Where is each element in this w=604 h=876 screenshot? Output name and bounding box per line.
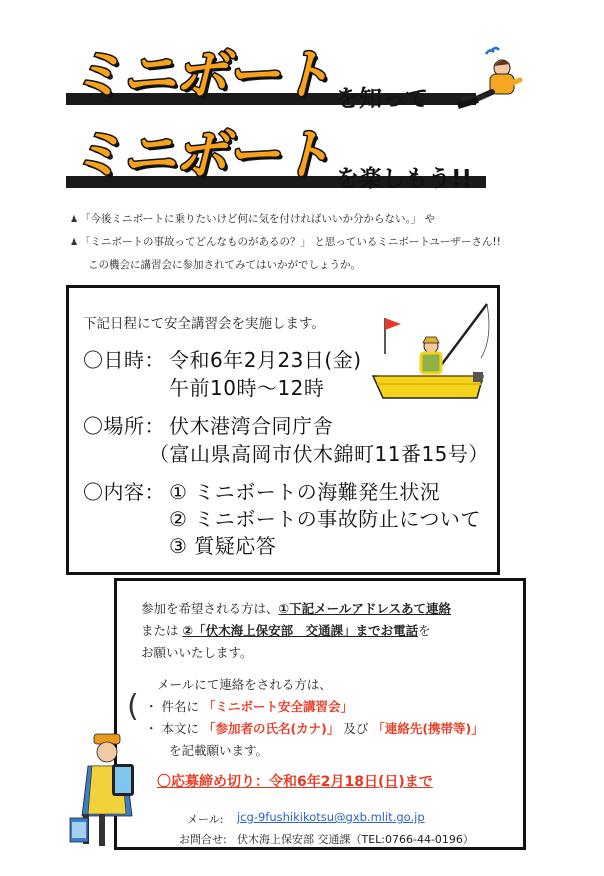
deadline: 〇応募締め切り：令和6年2月18日(日)まで xyxy=(157,774,433,790)
apply-line-3: お願いいたします。 xyxy=(141,645,253,660)
body-value-1: 「参加者の氏名(カナ)」 xyxy=(202,721,340,736)
place-line-2: （富山県高岡市伏木錦町11番15号） xyxy=(149,442,489,466)
content-item-1: ① ミニボートの海難発生状況 xyxy=(169,480,441,504)
headline-line2-small: を楽しもう!! xyxy=(336,166,472,192)
fishing-boat-icon xyxy=(369,298,497,418)
apply-line-2 xyxy=(141,621,431,639)
date-line-1: 令和6年2月23日(金) xyxy=(169,348,362,372)
body-line xyxy=(145,719,484,737)
contact-value: 伏木海上保安部 交通課（TEL:0766-44-0196） xyxy=(237,833,474,846)
mail-intro: メールにて連絡をされる方は、 xyxy=(157,677,332,692)
place-line-1: 伏木港湾合同庁舎 xyxy=(169,414,333,438)
falling-person-icon xyxy=(450,44,530,114)
headline-line1-small: を知って xyxy=(336,86,428,112)
mail-address-link[interactable]: jcg-9fushikikotsu@gxb.mlit.go.jp xyxy=(237,810,425,824)
apply-line-2b: ②「伏木海上保安部 交通課」までお電話 xyxy=(182,623,419,638)
intro-line-3 xyxy=(88,257,361,272)
intro-line-1 xyxy=(70,211,435,226)
body-suffix: を記載願います。 xyxy=(169,743,269,758)
apply-line-2c: を xyxy=(418,623,431,638)
contact-label: お問合せ: xyxy=(179,833,227,846)
apply-box xyxy=(114,578,526,850)
subject-prefix: ・ 件名に xyxy=(145,699,203,714)
headline-line2-big: ミニボート xyxy=(70,123,330,186)
apply-line-1a: 参加を希望される方は、 xyxy=(141,601,279,616)
apply-line-2a: または xyxy=(141,623,183,638)
subject-value: 「ミニボート安全講習会」 xyxy=(202,699,353,714)
body-prefix: ・ 本文に xyxy=(145,721,203,736)
person-icon: ♟ xyxy=(70,238,79,248)
intro-text-3: この機会に講習会に参加されてみてはいかがでしょうか。 xyxy=(88,259,361,271)
schedule-lead: 下記日程にて安全講習会を実施します。 xyxy=(83,316,325,332)
date-line-2: 午前10時～12時 xyxy=(169,376,325,400)
intro-line-2 xyxy=(70,234,501,249)
intro-text-2: 「ミニボートの事故ってどんなものがあるの？」 と思っているミニボートユーザーさん!! xyxy=(80,236,501,248)
body-value-2: 「連絡先(携帯等)」 xyxy=(372,721,484,736)
headline-line1-big: ミニボート xyxy=(70,43,330,106)
subject-line xyxy=(145,697,353,715)
place-label: 〇場所： xyxy=(83,414,165,438)
intro-text-1: 「今後ミニボートに乗りたいけど何に気を付ければいいか分からない。」 や xyxy=(80,213,436,225)
content-item-2: ② ミニボートの事故防止について xyxy=(169,507,481,531)
staff-with-tablet-icon xyxy=(68,728,148,858)
bracket: ( xyxy=(127,689,139,724)
content-item-3: ③ 質疑応答 xyxy=(169,534,277,558)
apply-line-1 xyxy=(141,599,451,617)
person-icon: ♟ xyxy=(70,215,79,225)
content-label: 〇内容： xyxy=(83,480,165,504)
schedule-box xyxy=(66,285,500,575)
mail-label: メール: xyxy=(187,813,224,826)
body-mid: 及び xyxy=(339,721,373,736)
date-label: 〇日時： xyxy=(83,348,165,372)
apply-line-1b: ①下記メールアドレスあて連絡 xyxy=(278,601,451,616)
